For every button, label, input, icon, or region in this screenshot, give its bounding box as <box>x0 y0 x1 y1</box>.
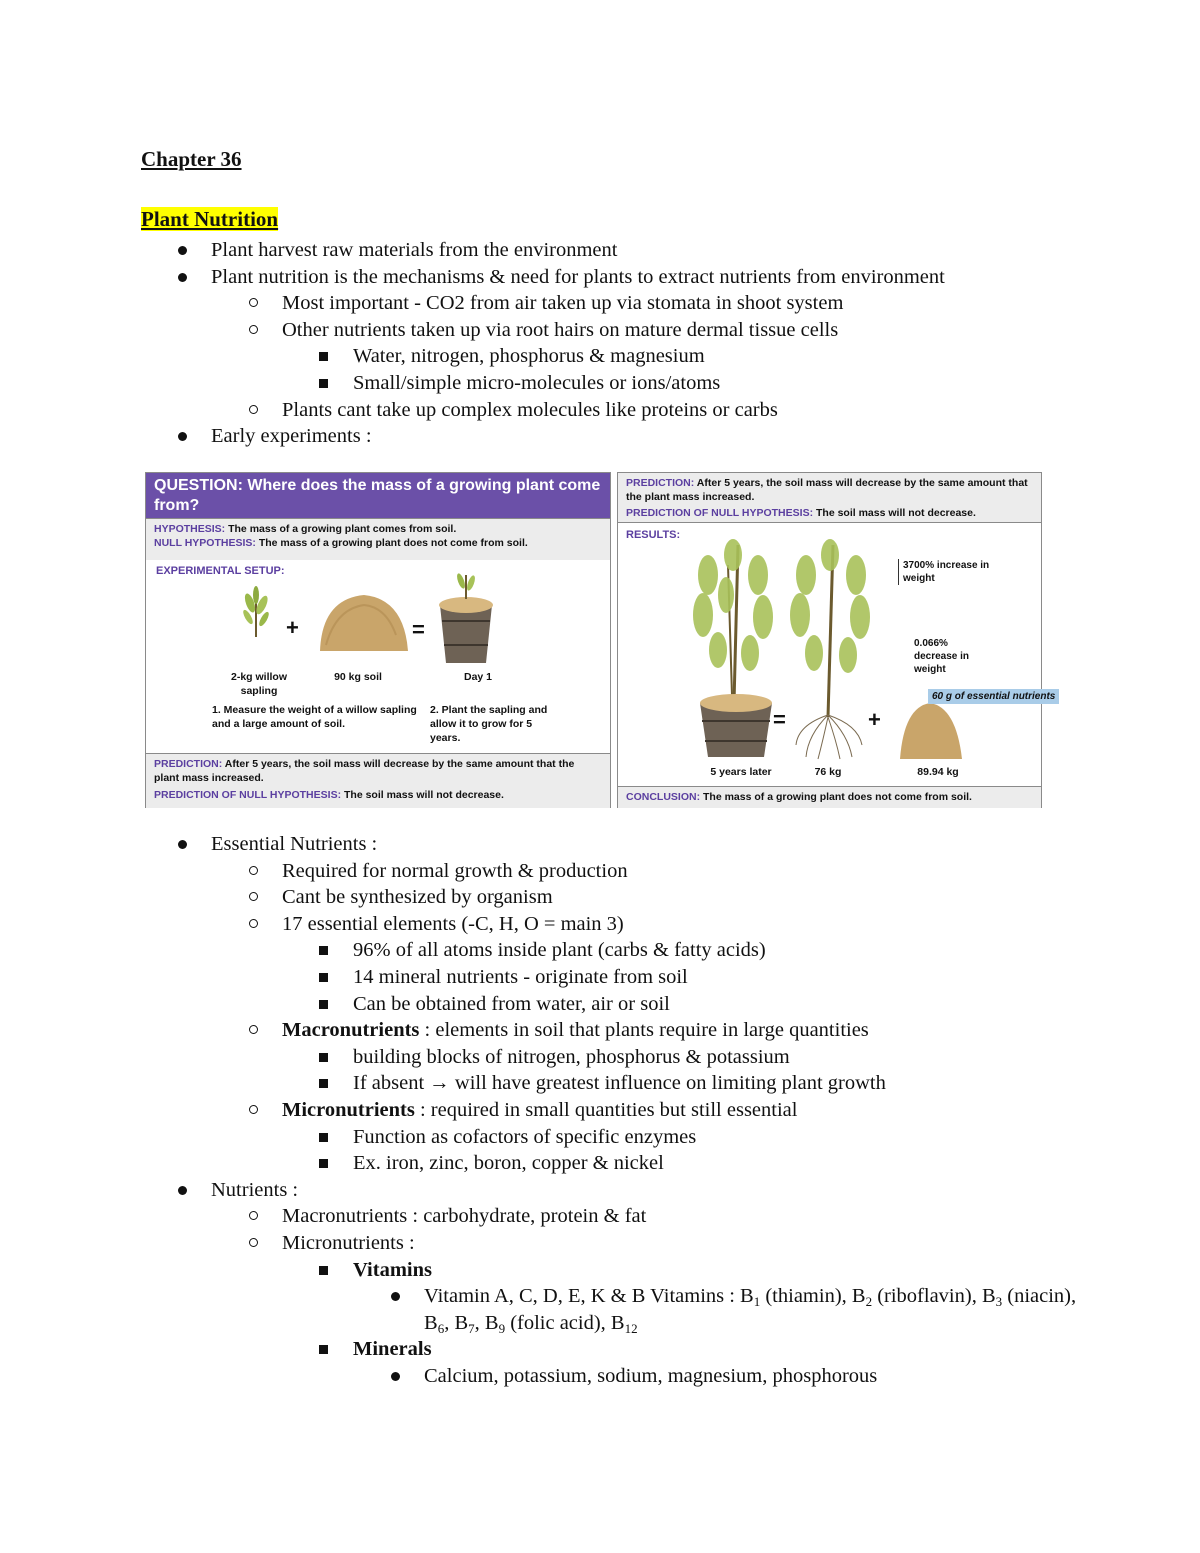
potted-tree-icon <box>693 539 773 757</box>
bullet-icon <box>319 352 328 361</box>
bullet-icon <box>391 1292 400 1301</box>
list-item: Small/simple micro-molecules or ions/atoms <box>0 370 945 397</box>
bullet-icon <box>319 1159 328 1168</box>
intro-list <box>0 237 945 450</box>
list-item: Function as cofactors of specific enzymes <box>0 1124 1084 1151</box>
bullet-icon <box>178 1186 187 1195</box>
bullet-icon <box>249 919 258 928</box>
bullet-icon <box>319 1053 328 1062</box>
list-item: Micronutrients : <box>0 1230 1084 1257</box>
bullet-icon <box>249 405 258 414</box>
list-item: Vitamins <box>0 1257 1084 1284</box>
list-item: 17 essential elements (-C, H, O = main 3) <box>0 911 1084 938</box>
list-item: Early experiments : <box>0 423 945 450</box>
decrease-note: 0.066% decrease in weight <box>914 638 970 675</box>
list-item: Minerals <box>0 1336 1084 1363</box>
plus-sign: + <box>286 615 299 640</box>
setup-illustration <box>236 565 496 673</box>
list-item: Other nutrients taken up via root hairs on mature dermal tissue cells <box>0 317 945 344</box>
later-label: 5 years later <box>710 766 772 778</box>
bullet-icon <box>319 379 328 388</box>
prediction-box: PREDICTION: After 5 years, the soil mass will decrease by the same amount that the plant mass increased. PREDICTION OF NULL HYPOTHESIS: The soil mass will not decrease. <box>146 753 610 808</box>
bullet-icon <box>391 1372 400 1381</box>
list-item: Plant nutrition is the mechanisms & need for plants to extract nutrients from environment <box>0 264 945 291</box>
sapling-icon <box>241 586 270 637</box>
bullet-icon <box>319 1079 328 1088</box>
nutrients-list <box>0 831 1084 1389</box>
plus-sign-2: + <box>868 707 881 732</box>
hypothesis-box: HYPOTHESIS: The mass of a growing plant comes from soil. NULL HYPOTHESIS: The mass of a growing plant does not come from soil. <box>146 518 610 560</box>
bullet-icon <box>319 1133 328 1142</box>
list-item: Nutrients : <box>0 1177 1084 1204</box>
tub-icon <box>439 572 493 663</box>
nutrient-tag: 60 g of essential nutrients <box>928 689 1059 704</box>
list-item: Essential Nutrients : <box>0 831 1084 858</box>
list-item: Plant harvest raw materials from the environment <box>0 237 945 264</box>
figure-right-panel <box>617 472 1056 808</box>
bullet-icon <box>249 866 258 875</box>
list-item: 96% of all atoms inside plant (carbs & fatty acids) <box>0 937 1084 964</box>
bullet-icon <box>178 246 187 255</box>
bullet-icon <box>249 325 258 334</box>
step-2: 2. Plant the sapling and allow it to grow for 5 years. <box>430 704 548 744</box>
bullet-icon <box>178 840 187 849</box>
list-item: Most important - CO2 from air taken up via stomata in shoot system <box>0 290 945 317</box>
list-item: Required for normal growth & production <box>0 858 1084 885</box>
bullet-icon <box>178 273 187 282</box>
setup-label: EXPERIMENTAL SETUP: <box>156 565 285 577</box>
figure-left-panel <box>145 472 611 808</box>
bullet-icon <box>249 298 258 307</box>
experiment-figure <box>145 472 1065 810</box>
soil-label: 90 kg soil <box>334 671 382 683</box>
step-1: 1. Measure the weight of a willow sapling and a large amount of soil. <box>212 704 417 730</box>
equals-sign-2: = <box>773 707 786 732</box>
bullet-icon <box>319 1345 328 1354</box>
bullet-icon <box>249 1025 258 1034</box>
soil-mound-icon <box>320 595 408 651</box>
conclusion-box: CONCLUSION: The mass of a growing plant does not come from soil. <box>618 786 1041 808</box>
section-title: Plant Nutrition <box>141 207 279 231</box>
list-item: Ex. iron, zinc, boron, copper & nickel <box>0 1150 1084 1177</box>
list-item: If absent → will have greatest influence on limiting plant growth <box>0 1070 1084 1097</box>
list-item: Calcium, potassium, sodium, magnesium, phosphorous <box>0 1363 1084 1390</box>
soil-pile-icon <box>900 703 962 759</box>
list-item: 14 mineral nutrients - originate from soil <box>0 964 1084 991</box>
bullet-icon <box>319 1266 328 1275</box>
bullet-icon <box>319 946 328 955</box>
prediction-box-top: PREDICTION: After 5 years, the soil mass will decrease by the same amount that the plant mass increased. PREDICTION OF NULL HYPOTHESIS: The soil mass will not decrease. <box>618 473 1041 523</box>
bullet-icon <box>319 973 328 982</box>
list-item: Macronutrients : carbohydrate, protein & fat <box>0 1203 1084 1230</box>
results-label: RESULTS: <box>626 529 681 541</box>
list-item <box>0 1283 1084 1336</box>
day-label: Day 1 <box>463 671 493 683</box>
vitamin-line: Vitamin A, C, D, E, K & B Vitamins : $B_1$ (thiamin), $B_2$ (riboflavin), $B_3$ (niacin), $B_6$, $B_7$, $B_9$ (folic acid), $B_{12}$ <box>424 1285 1077 1336</box>
chapter-title: Chapter 36 <box>141 147 242 171</box>
list-item: Macronutrients : elements in soil that plants require in large quantities <box>0 1017 1084 1044</box>
tree-weight-label: 76 kg <box>814 766 842 778</box>
equals-sign: = <box>412 617 425 642</box>
sapling-label: 2-kg willow sapling <box>230 671 287 697</box>
list-item: Can be obtained from water, air or soil <box>0 991 1084 1018</box>
bullet-icon <box>249 1238 258 1247</box>
tree-with-roots-icon <box>790 539 870 759</box>
bullet-icon <box>178 432 187 441</box>
soil-weight-label: 89.94 kg <box>917 766 959 778</box>
bullet-icon <box>249 1211 258 1220</box>
increase-note: 3700% increase in weight <box>898 559 993 585</box>
bullet-icon <box>249 892 258 901</box>
bullet-icon <box>249 1105 258 1114</box>
list-item: building blocks of nitrogen, phosphorus & potassium <box>0 1044 1084 1071</box>
question-bar: QUESTION: Where does the mass of a growing plant come from? <box>146 473 610 518</box>
list-item: Plants cant take up complex molecules like proteins or carbs <box>0 397 945 424</box>
bullet-icon <box>319 1000 328 1009</box>
list-item: Water, nitrogen, phosphorus & magnesium <box>0 343 945 370</box>
list-item: Cant be synthesized by organism <box>0 884 1084 911</box>
list-item: Micronutrients : required in small quantities but still essential <box>0 1097 1084 1124</box>
